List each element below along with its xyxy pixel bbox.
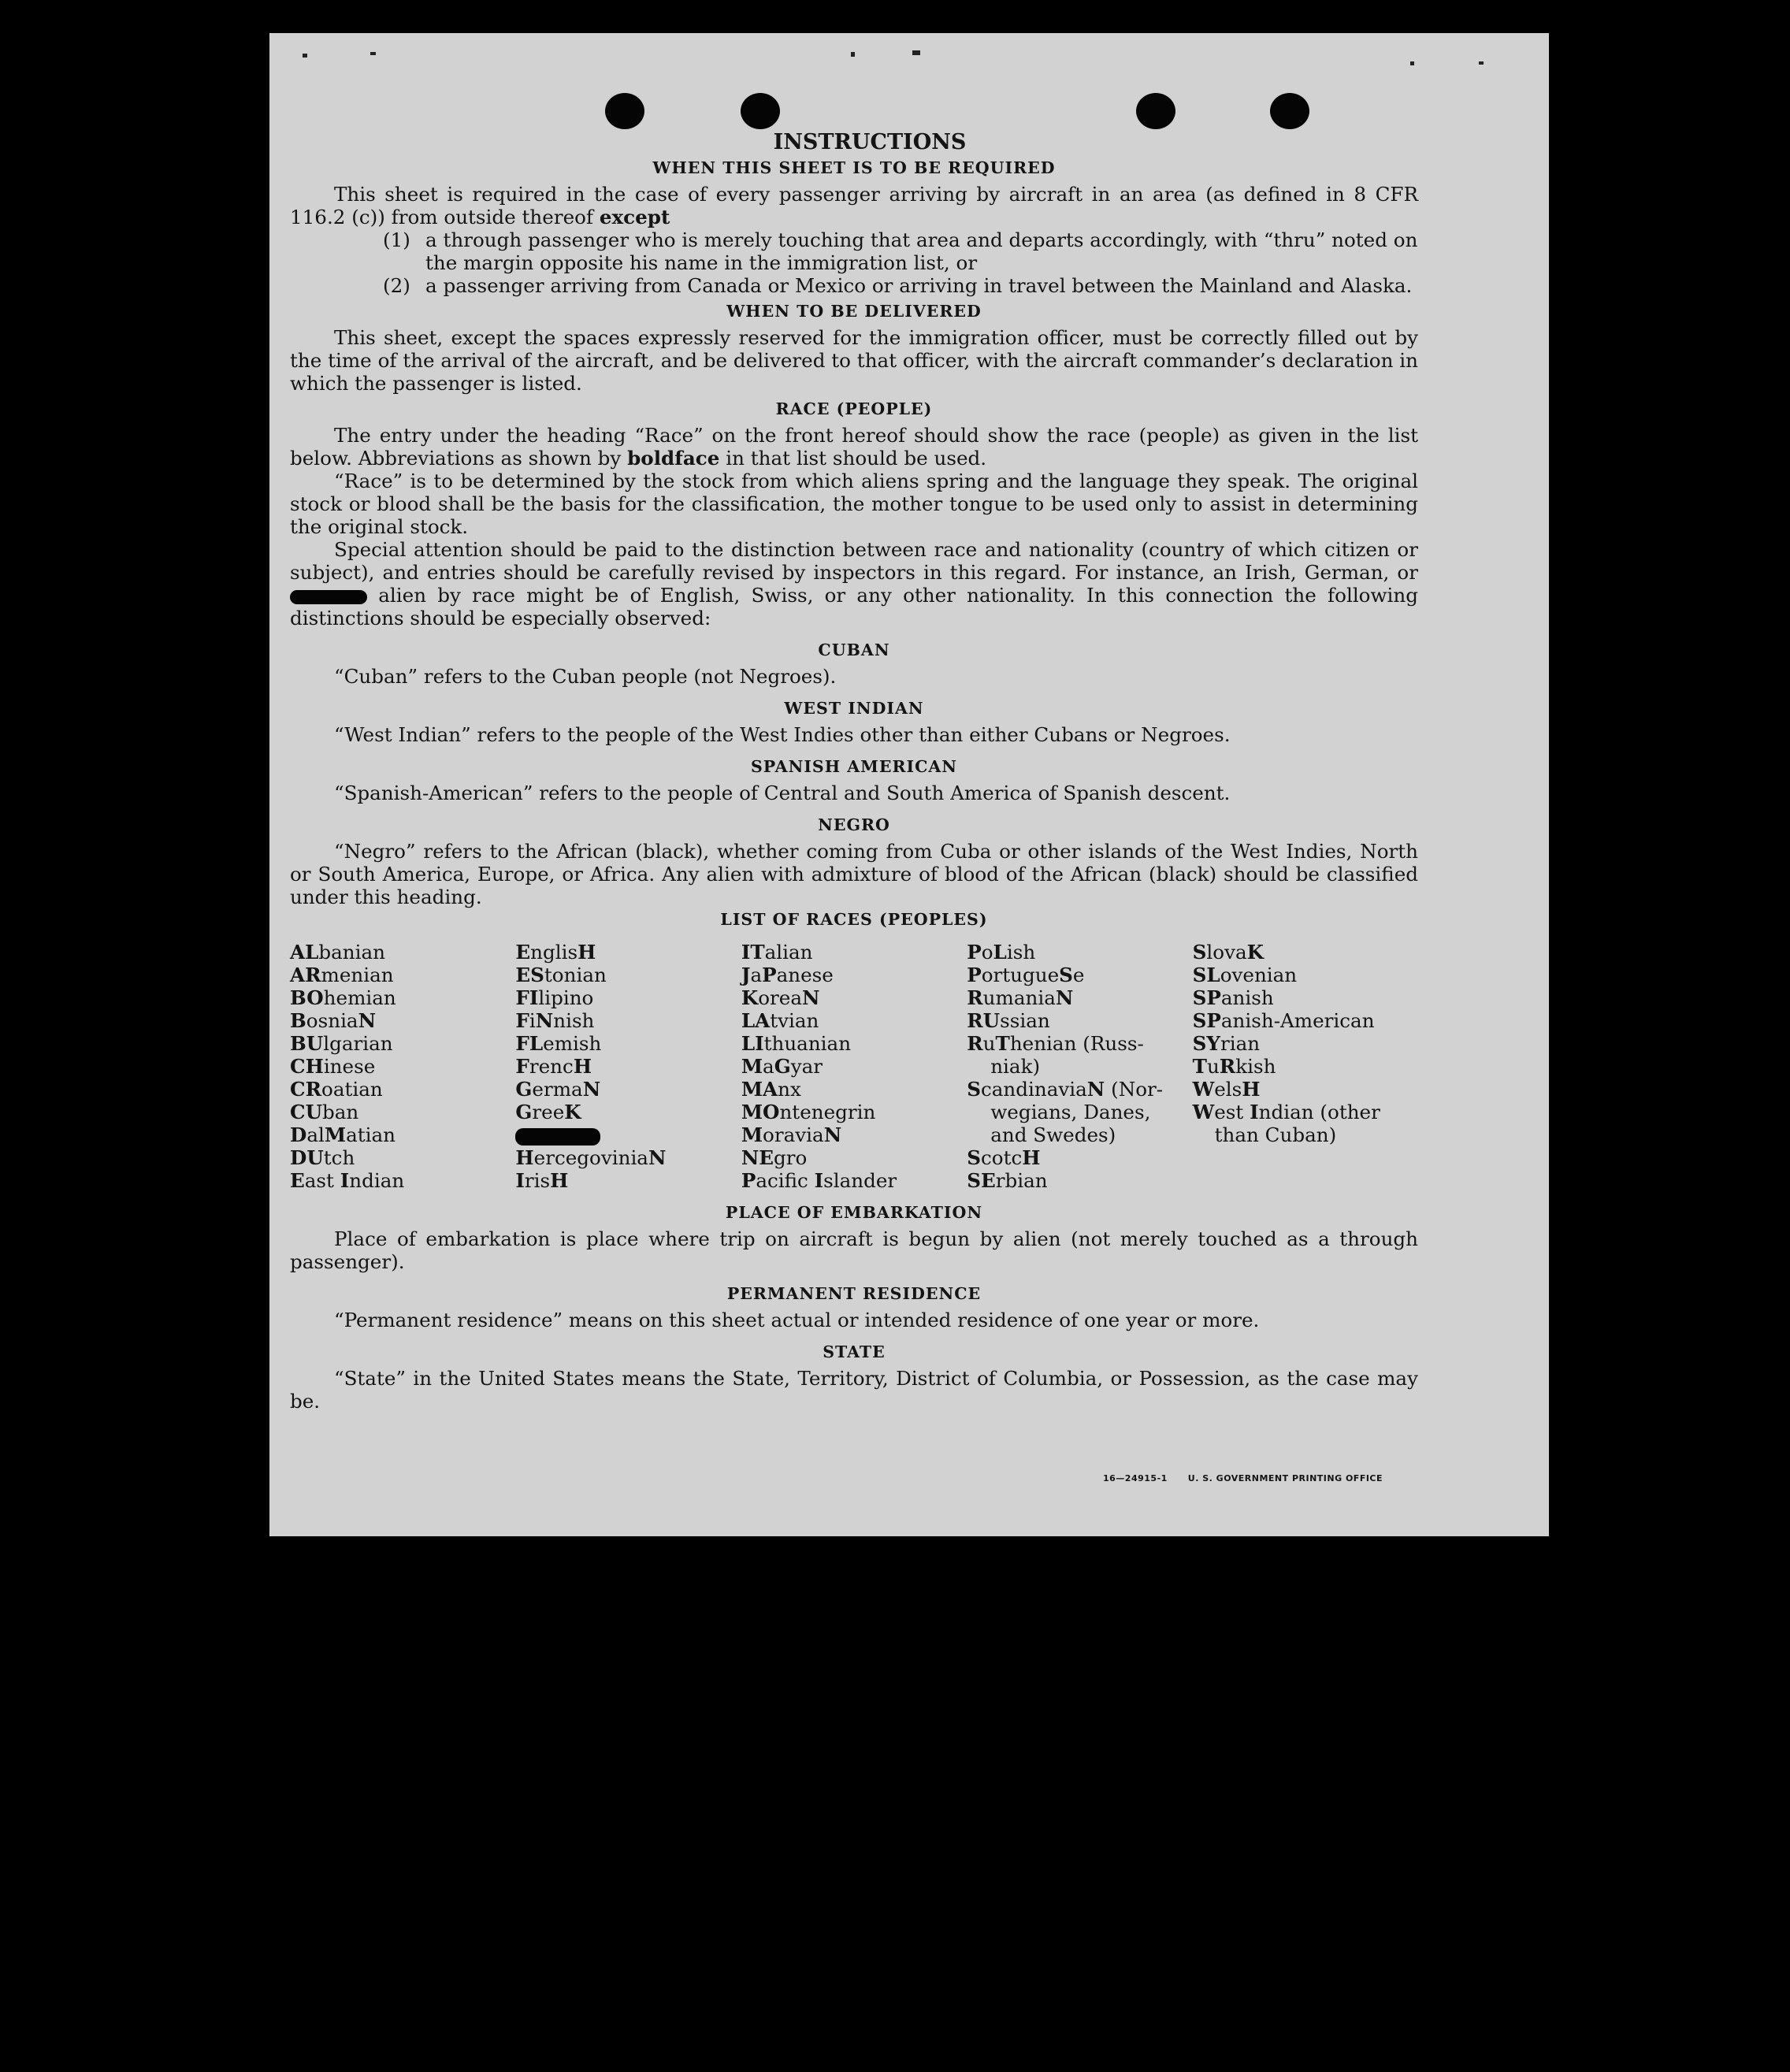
heading-list-of-races: LIST OF RACES (PEOPLES) bbox=[720, 910, 988, 929]
races-column bbox=[290, 941, 515, 1192]
punch-hole bbox=[1136, 93, 1175, 129]
heading-spanish-american: SPANISH AMERICAN bbox=[750, 757, 958, 776]
race-entry: ScotcH bbox=[967, 1146, 1041, 1169]
race-entry: SPanish bbox=[1192, 986, 1274, 1009]
document-page bbox=[269, 33, 1549, 1536]
redaction-mark bbox=[515, 1128, 600, 1146]
race-entry: BosniaN bbox=[290, 1009, 377, 1032]
race-entry: GreeK bbox=[515, 1101, 581, 1123]
race-entry: BUlgarian bbox=[290, 1032, 393, 1055]
race-entry: wegians, Danes, bbox=[990, 1101, 1151, 1123]
race-entry: PoLish bbox=[967, 941, 1036, 964]
race-entry: ALbanian bbox=[290, 941, 385, 964]
race-entry: CUban bbox=[290, 1101, 359, 1123]
race-entry: NEgro bbox=[741, 1146, 808, 1169]
printer-name: U. S. GOVERNMENT PRINTING OFFICE bbox=[1187, 1473, 1383, 1483]
race-entry: DalMatian bbox=[290, 1123, 396, 1146]
races-column bbox=[1193, 941, 1418, 1192]
race-entry: and Swedes) bbox=[990, 1123, 1116, 1146]
heading-when-required: WHEN THIS SHEET IS TO BE REQUIRED bbox=[652, 158, 1056, 177]
heading-negro: NEGRO bbox=[818, 815, 890, 834]
paragraph-cuban: “Cuban” refers to the Cuban people (not Negroes). bbox=[334, 665, 837, 688]
race-entry: WelsH bbox=[1192, 1078, 1261, 1101]
race-entry: FLemish bbox=[515, 1032, 602, 1055]
punch-hole bbox=[1270, 93, 1309, 129]
heading-west-indian: WEST INDIAN bbox=[784, 699, 924, 718]
race-entry: PortugueSe bbox=[967, 964, 1085, 986]
race-entry: SlovaK bbox=[1192, 941, 1265, 964]
race-entry: ScandinaviaN (Nor- bbox=[967, 1078, 1164, 1101]
exception-item: (1) a through passenger who is merely touching that area and departs accordingly, with “thru” noted on the margin opposite his name in the immigration list, or bbox=[383, 228, 1418, 274]
race-entry: MAnx bbox=[741, 1078, 801, 1101]
race-entry: EStonian bbox=[515, 964, 607, 986]
paragraph-residence: “Permanent residence” means on this sheet actual or intended residence of one year or more. bbox=[334, 1309, 1260, 1331]
race-entry: JaPanese bbox=[741, 964, 834, 986]
race-entry: East Indian bbox=[290, 1169, 405, 1192]
race-entry: SPanish-American bbox=[1192, 1009, 1375, 1032]
heading-state: STATE bbox=[823, 1342, 886, 1361]
speck bbox=[912, 50, 920, 55]
redaction-mark bbox=[290, 590, 367, 604]
instructions-text bbox=[290, 128, 1418, 1413]
race-entry: DUtch bbox=[290, 1146, 355, 1169]
speck bbox=[370, 52, 376, 55]
punch-hole bbox=[605, 93, 644, 129]
heading-cuban: CUBAN bbox=[818, 641, 890, 659]
race-entry: KoreaN bbox=[741, 986, 820, 1009]
race-entry: SLovenian bbox=[1192, 964, 1298, 986]
race-entry: FIlipino bbox=[515, 986, 594, 1009]
heading-residence: PERMANENT RESIDENCE bbox=[726, 1284, 982, 1303]
race-entry: than Cuban) bbox=[1214, 1123, 1337, 1146]
heading-embarkation: PLACE OF EMBARKATION bbox=[725, 1203, 983, 1222]
paragraph-when-delivered: This sheet, except the spaces expressly reserved for the immigration officer, must be correctly filled out by the time of the arrival of the aircraft, and be delivered to that officer, with the aircraft commander’s declaration in which the passenger is listed. bbox=[290, 326, 1418, 395]
races-column bbox=[967, 941, 1192, 1192]
paragraph-state: “State” in the United States means the State, Territory, District of Columbia, or Possession, as the case may be. bbox=[290, 1367, 1418, 1413]
race-entry: TuRkish bbox=[1192, 1055, 1276, 1078]
exception-item: (2) a passenger arriving from Canada or Mexico or arriving in travel between the Mainland and Alaska. bbox=[383, 274, 1413, 297]
races-column bbox=[515, 941, 741, 1192]
races-list bbox=[290, 941, 1418, 1192]
race-entry: IrisH bbox=[515, 1169, 569, 1192]
race-entry: MoraviaN bbox=[741, 1123, 842, 1146]
speck bbox=[1410, 61, 1414, 65]
races-column bbox=[741, 941, 967, 1192]
heading-race: RACE (PEOPLE) bbox=[775, 399, 933, 418]
race-entry: SErbian bbox=[967, 1169, 1048, 1192]
race-entry: EnglisH bbox=[515, 941, 596, 964]
speck bbox=[303, 54, 307, 58]
printer-footer bbox=[1103, 1473, 1403, 1483]
race-entry: ITalian bbox=[741, 941, 813, 964]
form-number: 16—24915-1 bbox=[1103, 1473, 1168, 1483]
race-entry: CHinese bbox=[290, 1055, 376, 1078]
paragraph-race-1: The entry under the heading “Race” on the front hereof should show the race (people) as given in the list below. Abbreviations as shown by boldface in that list should be used. bbox=[290, 424, 1418, 470]
paragraph-west-indian: “West Indian” refers to the people of the West Indies other than either Cubans or Negroes. bbox=[334, 723, 1231, 746]
paragraph-negro: “Negro” refers to the African (black), whether coming from Cuba or other islands of the West Indies, North or South America, Europe, or Africa. Any alien with admixture of blood of the African (black) should be classified under this heading. bbox=[290, 840, 1418, 908]
punch-hole bbox=[741, 93, 780, 129]
paragraph-when-required: This sheet is required in the case of every passenger arriving by aircraft in an area (as defined in 8 CFR 116.2 (c)) from outside thereof except bbox=[290, 183, 1418, 228]
paragraph-embarkation: Place of embarkation is place where trip on aircraft is begun by alien (not merely touched as a through passenger). bbox=[290, 1227, 1418, 1273]
race-entry: LAtvian bbox=[741, 1009, 819, 1032]
race-entry: niak) bbox=[990, 1055, 1041, 1078]
paragraph-race-2: “Race” is to be determined by the stock from which aliens spring and the language they speak. The original stock or blood shall be the basis for the classification, the mother tongue to be used only to assist in determining the original stock. bbox=[290, 470, 1418, 538]
race-entry: RuThenian (Russ- bbox=[967, 1032, 1144, 1055]
race-entry: FiNnish bbox=[515, 1009, 595, 1032]
heading-when-delivered: WHEN TO BE DELIVERED bbox=[726, 302, 982, 321]
paragraph-spanish-american: “Spanish-American” refers to the people of Central and South America of Spanish descent. bbox=[334, 782, 1231, 804]
page-title: INSTRUCTIONS bbox=[773, 130, 967, 154]
race-entry: GermaN bbox=[515, 1078, 601, 1101]
paragraph-race-3: Special attention should be paid to the distinction between race and nationality (country of which citizen or subject), and entries should be carefully revised by inspectors in this regard. For instance, an Irish, German, or alien by race might be of English, Swiss, or any other nationality. In this connection the following distinctions should be especially observed: bbox=[290, 538, 1418, 629]
race-entry: RumaniaN bbox=[967, 986, 1074, 1009]
speck bbox=[1479, 61, 1484, 65]
race-entry: MOntenegrin bbox=[741, 1101, 876, 1123]
speck bbox=[851, 52, 855, 57]
race-entry: LIthuanian bbox=[741, 1032, 852, 1055]
race-entry: West Indian (other bbox=[1192, 1101, 1380, 1123]
race-entry: RUssian bbox=[967, 1009, 1050, 1032]
race-entry bbox=[515, 1123, 741, 1146]
race-entry: SYrian bbox=[1192, 1032, 1261, 1055]
race-entry: BOhemian bbox=[290, 986, 396, 1009]
race-entry: ARmenian bbox=[290, 964, 394, 986]
race-entry: Pacific Islander bbox=[741, 1169, 897, 1192]
race-entry: CRoatian bbox=[290, 1078, 383, 1101]
race-entry: MaGyar bbox=[741, 1055, 823, 1078]
race-entry: FrencH bbox=[515, 1055, 592, 1078]
race-entry: HercegoviniaN bbox=[515, 1146, 667, 1169]
